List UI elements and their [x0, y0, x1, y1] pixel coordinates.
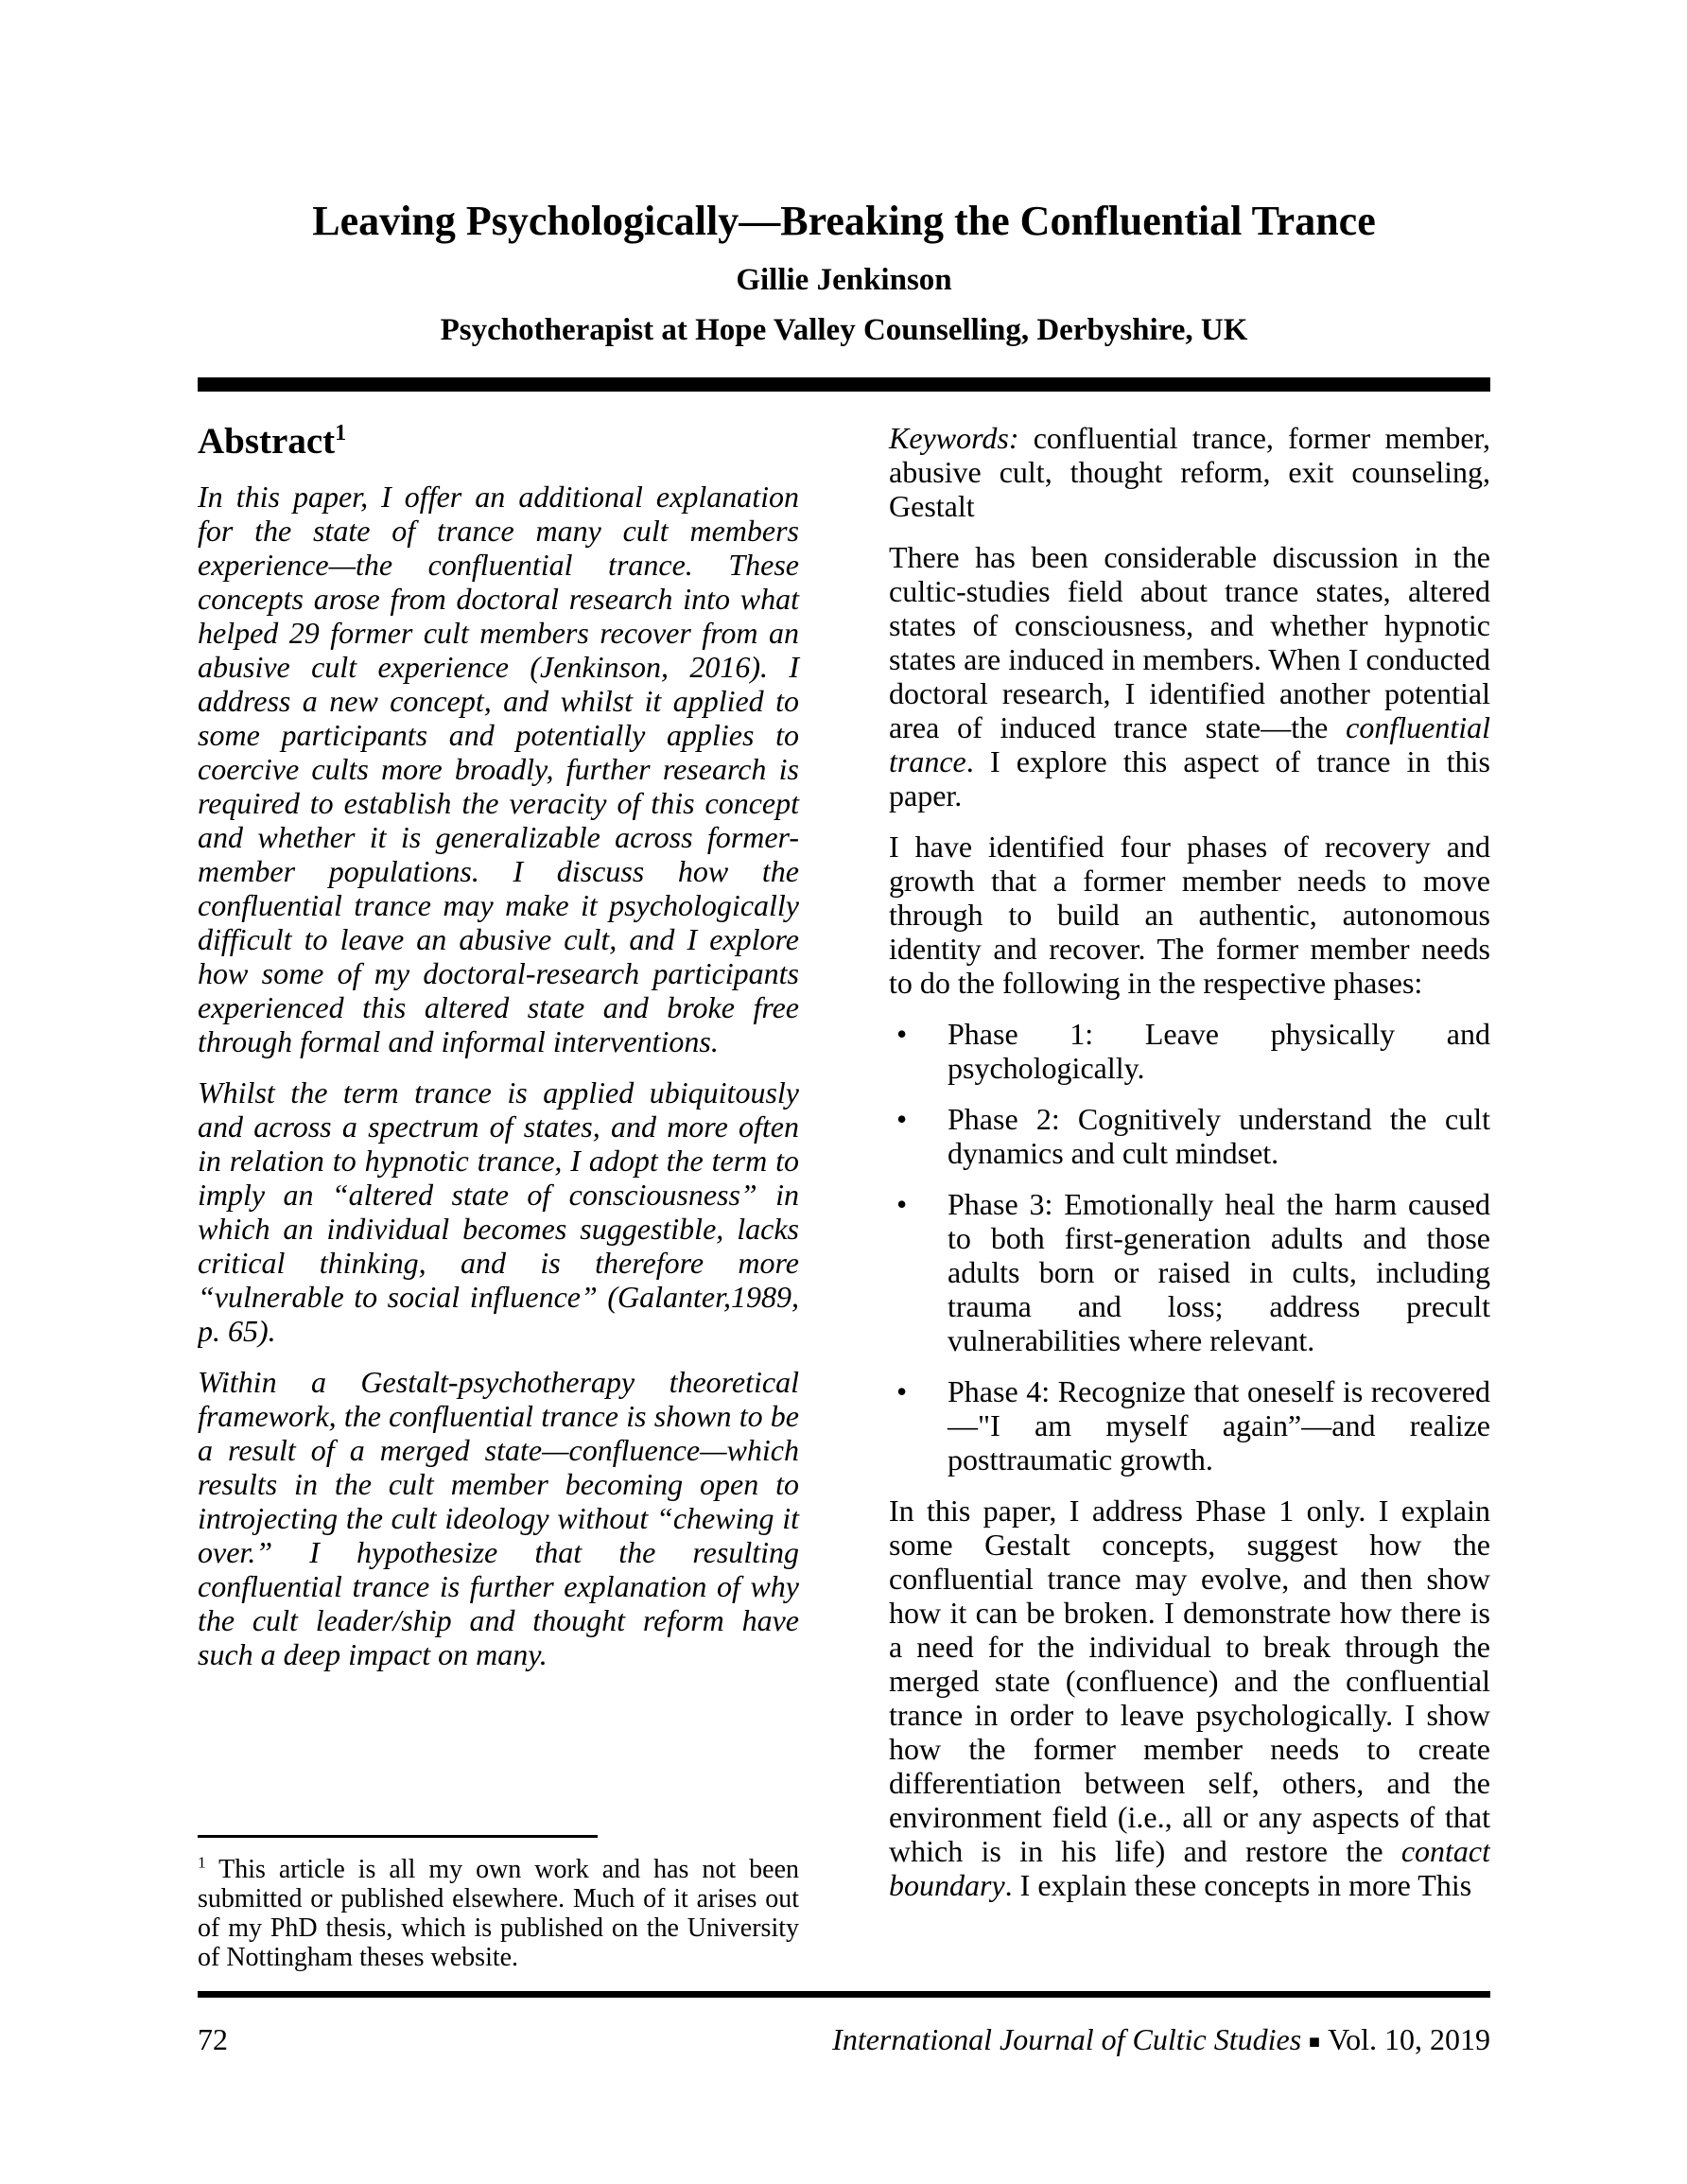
phase-3-text: Phase 3: Emotionally heal the harm caused to both first-generation adults and those adults born or raised in cults, including trauma and loss; address precult vulnerabilities where relevant. — [948, 1187, 1490, 1357]
keywords-line — [889, 421, 1490, 523]
author-affiliation: Psychotherapist at Hope Valley Counselling, Derbyshire, UK — [440, 313, 1248, 347]
list-item — [889, 1102, 1490, 1170]
left-column — [198, 421, 799, 1972]
page-footer — [198, 2022, 1490, 2059]
abstract-heading — [198, 421, 799, 463]
footnote-text — [198, 1855, 799, 1972]
footer-divider-bar — [198, 1991, 1490, 1998]
page-number: 72 — [198, 2022, 228, 2056]
list-item — [889, 1017, 1490, 1085]
journal-name: International Journal of Cultic Studies — [832, 2022, 1302, 2056]
abstract-heading-text: Abstract — [198, 421, 336, 462]
two-column-body — [198, 421, 1490, 1972]
journal-reference — [832, 2022, 1490, 2059]
phases-paragraph: I have identified four phases of recovery and growth that a former member needs to move through to build an authentic, autonomous identity and recover. The former member needs to do the following in the respective phases: — [889, 830, 1490, 1000]
abstract-paragraph-3: Within a Gestalt-psychotherapy theoretical framework, the confluential trance is shown to be a result of a merged state—confluence—which results in the cult member becoming open to introjecting the cult ideology without “chewing it over.” I hypothesize that the resulting confluential trance is further explanation of why the cult leader/ship and thought reform have such a deep impact on many. — [198, 1365, 799, 1671]
footnote-body: This article is all my own work and has not been submitted or published elsewhere. Much of it arises out of my PhD thesis, which is published on the University of Nottingham theses website. — [198, 1855, 799, 1972]
abstract-paragraph-2: Whilst the term trance is applied ubiquitously and across a spectrum of states, and more often in relation to hypnotic trance, I adopt the term to imply an “altered state of consciousness” in which an individual becomes suggestible, lacks critical thinking, and is therefore more “vulnerable to social influence” (Galanter,1989, p. 65). — [198, 1075, 799, 1348]
volume-info: Vol. 10, 2019 — [1328, 2022, 1490, 2056]
keywords-label: Keywords: — [889, 421, 1019, 455]
phase-1-text: Phase 1: Leave physically and psychologically. — [948, 1017, 1490, 1085]
phase-2-text: Phase 2: Cognitively understand the cult dynamics and cult mindset. — [948, 1102, 1490, 1170]
footer-square-icon: ■ — [1309, 2031, 1321, 2053]
phase-4-text: Phase 4: Recognize that oneself is recovered—"I am myself again”—and realize posttraumatic growth. — [948, 1374, 1490, 1476]
bullet-dot-icon: • — [896, 1374, 908, 1408]
header-divider-bar — [198, 377, 1490, 392]
page-title: Leaving Psychologically—Breaking the Confluential Trance — [312, 198, 1376, 244]
keywords-list: confluential trance, former member, abusive cult, thought reform, exit counseling, Gestalt — [889, 421, 1490, 523]
intro-paragraph: There has been considerable discussion in the cultic-studies field about trance states, altered states of consciousness, and whether hypnotic states are induced in members. When I conducted doctoral research, I identified another potential area of induced trance state—the confluential trance. I explore this aspect of trance in this paper. — [889, 540, 1490, 812]
phase-bullet-list — [889, 1017, 1490, 1494]
list-item — [889, 1187, 1490, 1357]
footnote-separator-rule — [198, 1835, 598, 1838]
right-column — [889, 421, 1490, 1972]
footnote-marker: 1 — [198, 1853, 206, 1872]
author-name: Gillie Jenkinson — [736, 263, 952, 297]
closing-paragraph: In this paper, I address Phase 1 only. I explain some Gestalt concepts, suggest how the confluential trance may evolve, and then show how it can be broken. I demonstrate how there is a need for the individual to break through the merged state (confluence) and the confluential trance in order to leave psychologically. I show how the former member needs to create differentiation between self, others, and the environment field (i.e., all or any aspects of that which is in his life) and restore the contact boundary. I explain these concepts in more This — [889, 1494, 1490, 1902]
footnote-reference-marker: 1 — [335, 421, 347, 446]
bullet-dot-icon: • — [896, 1187, 908, 1221]
footnote-block — [198, 1835, 799, 1972]
abstract-paragraph-1: In this paper, I offer an additional explanation for the state of trance many cult members experience—the confluential trance. These concepts arose from doctoral research into what helped 29 former cult members recover from an abusive cult experience (Jenkinson, 2016). I address a new concept, and whilst it applied to some participants and potentially applies to coercive cults more broadly, further research is required to establish the veracity of this concept and whether it is generalizable across former-member populations. I discuss how the confluential trance may make it psychologically difficult to leave an abusive cult, and I explore how some of my doctoral-research participants experienced this altered state and broke free through formal and informal interventions. — [198, 480, 799, 1058]
bullet-dot-icon: • — [896, 1017, 908, 1051]
list-item — [889, 1374, 1490, 1476]
bullet-dot-icon: • — [896, 1102, 908, 1136]
